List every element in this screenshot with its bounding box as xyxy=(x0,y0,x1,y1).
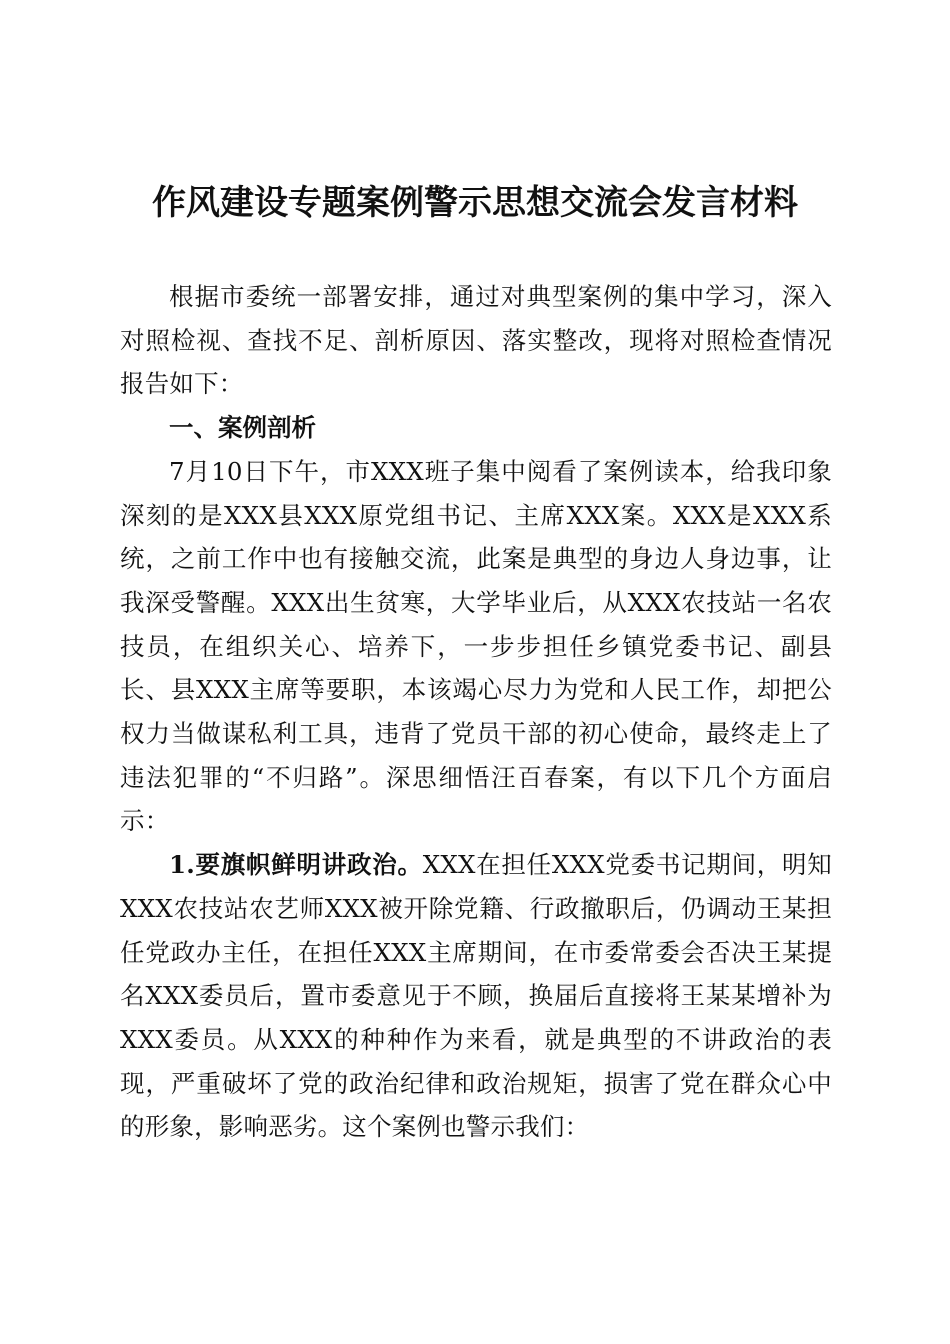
section-heading-case-analysis: 一、案例剖析 xyxy=(169,413,316,443)
document-title: 作风建设专题案例警示思想交流会发言材料 xyxy=(152,183,798,223)
intro-paragraph: 根据市委统一部署安排，通过对典型案例的集中学习，深入对照检视、查找不足、剖析原因、落实整改，现将对照检查情况报告如下： xyxy=(120,282,832,399)
point-1-lead: 1.要旗帜鲜明讲政治。 xyxy=(169,850,423,880)
document-body xyxy=(120,275,832,1149)
point-1-paragraph xyxy=(120,843,832,1149)
point-1-body: XXX在担任XXX党委书记期间，明知XXX农技站农艺师XXX被开除党籍、行政撤职后，仍调动王某担任党政办主任，在担任XXX主席期间，在市委常委会否决王某提名XXX委员后，置市委意见于不顾，换届后直接将王某某增补为XXX委员。从XXX的种种作为来看，就是典型的不讲政治的表现，严重破坏了党的政治纪律和政治规矩，损害了党在群众心中的形象，影响恶劣。这个案例也警示我们： xyxy=(120,850,832,1142)
case-paragraph: 7月10日下午，市XXX班子集中阅看了案例读本，给我印象深刻的是XXX县XXX原党组书记、主席XXX案。XXX是XXX系统，之前工作中也有接触交流，此案是典型的身边人身边事，让我深受警醒。XXX出生贫寒，大学毕业后，从XXX农技站一名农技员，在组织关心、培养下，一步步担任乡镇党委书记、副县长、县XXX主席等要职，本该竭心尽力为党和人民工作，却把公权力当做谋私利工具，违背了党员干部的初心使命，最终走上了违法犯罪的“不归路”。深思细悟汪百春案，有以下几个方面启示： xyxy=(120,456,832,836)
